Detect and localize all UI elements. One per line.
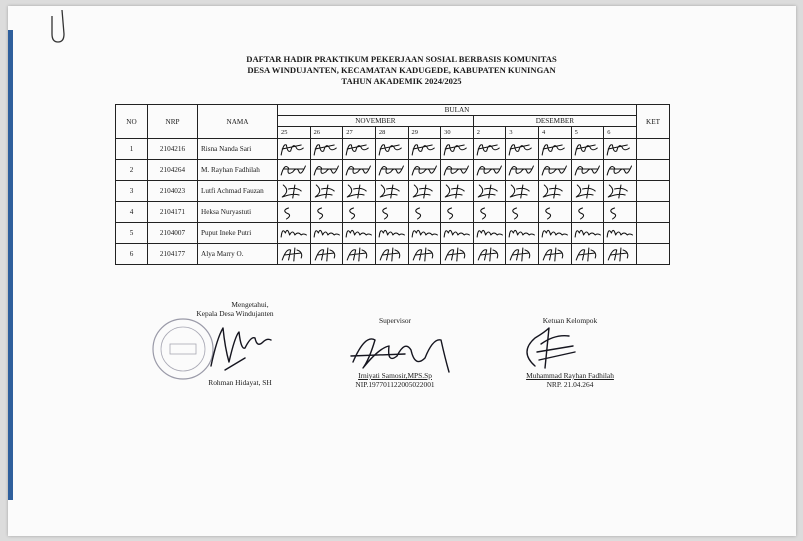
- cell-attendance-signature: [441, 139, 474, 160]
- cell-attendance-signature: [408, 244, 441, 265]
- cell-attendance-signature: [278, 202, 311, 223]
- attendance-signature: [506, 223, 538, 243]
- attendance-signature: [604, 181, 636, 201]
- cell-nrp: 2104216: [148, 139, 198, 160]
- month-desember: DESEMBER: [473, 116, 636, 127]
- attendance-signature: [409, 202, 441, 222]
- month-november: NOVEMBER: [278, 116, 474, 127]
- attendance-signature: [506, 160, 538, 180]
- cell-attendance-signature: [506, 244, 539, 265]
- supervisor-signature: [345, 328, 455, 376]
- cell-attendance-signature: [343, 223, 376, 244]
- cell-attendance-signature: [310, 139, 343, 160]
- attendance-signature: [441, 160, 473, 180]
- attendance-signature: [343, 139, 375, 159]
- cell-attendance-signature: [506, 223, 539, 244]
- cell-attendance-signature: [310, 181, 343, 202]
- cell-attendance-signature: [539, 244, 572, 265]
- cell-ket: [637, 160, 670, 181]
- cell-attendance-signature: [539, 181, 572, 202]
- attendance-signature: [376, 244, 408, 264]
- attendance-signature: [506, 244, 538, 264]
- title-line-3: TAHUN AKADEMIK 2024/2025: [341, 76, 462, 86]
- cell-attendance-signature: [473, 202, 506, 223]
- cell-nama: Puput Ineke Putri: [198, 223, 278, 244]
- cell-attendance-signature: [539, 223, 572, 244]
- cell-nama: Alya Marry O.: [198, 244, 278, 265]
- paper-clip-mark: [40, 8, 80, 50]
- cell-attendance-signature: [571, 223, 604, 244]
- cell-no: 5: [116, 223, 148, 244]
- cell-attendance-signature: [343, 202, 376, 223]
- kepala-desa-title: Kepala Desa Windujanten: [196, 309, 274, 318]
- ketua-signature: [515, 322, 585, 374]
- cell-nrp: 2104264: [148, 160, 198, 181]
- cell-no: 6: [116, 244, 148, 265]
- cell-attendance-signature: [506, 160, 539, 181]
- day-header: 30: [441, 127, 474, 139]
- cell-attendance-signature: [473, 160, 506, 181]
- cell-nrp: 2104007: [148, 223, 198, 244]
- attendance-signature: [441, 244, 473, 264]
- attendance-signature: [539, 139, 571, 159]
- kepala-desa-signature: [205, 318, 275, 378]
- attendance-signature: [572, 160, 604, 180]
- cell-ket: [637, 202, 670, 223]
- attendance-signature: [376, 202, 408, 222]
- cell-attendance-signature: [604, 244, 637, 265]
- cell-attendance-signature: [539, 160, 572, 181]
- attendance-signature: [441, 223, 473, 243]
- attendance-signature: [311, 202, 343, 222]
- acknowledged-label: Mengetahui,: [231, 300, 269, 309]
- cell-no: 4: [116, 202, 148, 223]
- cell-attendance-signature: [375, 181, 408, 202]
- attendance-signature: [604, 139, 636, 159]
- day-header: 25: [278, 127, 311, 139]
- cell-attendance-signature: [506, 181, 539, 202]
- ketua-nrp: NRP. 21.04.264: [546, 380, 594, 389]
- supervisor-role: Supervisor: [378, 316, 412, 325]
- attendance-signature: [409, 223, 441, 243]
- attendance-signature: [506, 202, 538, 222]
- day-header: 3: [506, 127, 539, 139]
- day-header: 27: [343, 127, 376, 139]
- attendance-signature: [539, 181, 571, 201]
- attendance-signature: [539, 160, 571, 180]
- day-header: 26: [310, 127, 343, 139]
- header-no: NO: [116, 105, 148, 139]
- attendance-signature: [311, 223, 343, 243]
- table-row: [116, 139, 670, 160]
- attendance-signature: [278, 181, 310, 201]
- page-edge: [8, 30, 13, 500]
- day-header: 4: [539, 127, 572, 139]
- cell-attendance-signature: [278, 181, 311, 202]
- attendance-signature: [343, 160, 375, 180]
- cell-nrp: 2104177: [148, 244, 198, 265]
- cell-attendance-signature: [441, 202, 474, 223]
- cell-no: 1: [116, 139, 148, 160]
- cell-attendance-signature: [473, 139, 506, 160]
- attendance-signature: [278, 160, 310, 180]
- title-line-1: DAFTAR HADIR PRAKTIKUM PEKERJAAN SOSIAL BERBASIS KOMUNITAS: [246, 54, 557, 64]
- cell-attendance-signature: [343, 160, 376, 181]
- cell-attendance-signature: [375, 160, 408, 181]
- cell-attendance-signature: [343, 244, 376, 265]
- cell-attendance-signature: [604, 202, 637, 223]
- cell-attendance-signature: [604, 139, 637, 160]
- cell-attendance-signature: [375, 202, 408, 223]
- cell-ket: [637, 181, 670, 202]
- document-title: [0, 54, 803, 87]
- cell-attendance-signature: [408, 160, 441, 181]
- header-nrp: NRP: [148, 105, 198, 139]
- cell-attendance-signature: [539, 139, 572, 160]
- ketua-role: Ketuan Kelompok: [542, 316, 598, 325]
- cell-attendance-signature: [441, 244, 474, 265]
- attendance-signature: [278, 202, 310, 222]
- header-ket: KET: [637, 105, 670, 139]
- cell-attendance-signature: [441, 223, 474, 244]
- cell-attendance-signature: [408, 223, 441, 244]
- attendance-signature: [474, 181, 506, 201]
- attendance-signature: [343, 244, 375, 264]
- supervisor-name: Irniyati Samosir,MPS.Sp: [358, 371, 432, 380]
- cell-attendance-signature: [408, 139, 441, 160]
- cell-nama: Risna Nanda Sari: [198, 139, 278, 160]
- attendance-signature: [376, 223, 408, 243]
- ketua-name: Muhammad Rayhan Fadhilah: [526, 371, 614, 380]
- cell-attendance-signature: [473, 181, 506, 202]
- attendance-signature: [506, 181, 538, 201]
- attendance-signature: [474, 139, 506, 159]
- attendance-signature: [506, 139, 538, 159]
- attendance-table: [115, 104, 670, 265]
- cell-attendance-signature: [506, 139, 539, 160]
- attendance-signature: [343, 181, 375, 201]
- cell-attendance-signature: [310, 202, 343, 223]
- cell-nama: Lutfi Achmad Fauzan: [198, 181, 278, 202]
- attendance-signature: [409, 244, 441, 264]
- attendance-signature: [474, 223, 506, 243]
- day-header: 5: [571, 127, 604, 139]
- attendance-signature: [474, 202, 506, 222]
- day-header: 29: [408, 127, 441, 139]
- table-row: [116, 160, 670, 181]
- day-header: 6: [604, 127, 637, 139]
- header-nama: NAMA: [198, 105, 278, 139]
- attendance-signature: [474, 160, 506, 180]
- attendance-signature: [278, 244, 310, 264]
- cell-attendance-signature: [408, 202, 441, 223]
- attendance-signature: [311, 160, 343, 180]
- attendance-signature: [343, 202, 375, 222]
- cell-attendance-signature: [604, 181, 637, 202]
- attendance-signature: [278, 223, 310, 243]
- cell-attendance-signature: [310, 160, 343, 181]
- cell-nama: Heksa Nuryastuti: [198, 202, 278, 223]
- attendance-signature: [539, 223, 571, 243]
- header-bulan: BULAN: [278, 105, 637, 116]
- attendance-signature: [409, 181, 441, 201]
- cell-attendance-signature: [375, 244, 408, 265]
- attendance-signature: [604, 223, 636, 243]
- cell-attendance-signature: [571, 160, 604, 181]
- attendance-signature: [311, 244, 343, 264]
- cell-ket: [637, 139, 670, 160]
- attendance-signature: [376, 139, 408, 159]
- cell-attendance-signature: [604, 160, 637, 181]
- cell-attendance-signature: [343, 181, 376, 202]
- cell-attendance-signature: [375, 223, 408, 244]
- cell-attendance-signature: [604, 223, 637, 244]
- attendance-signature: [409, 139, 441, 159]
- attendance-signature: [572, 181, 604, 201]
- table-row: [116, 202, 670, 223]
- attendance-signature: [604, 202, 636, 222]
- cell-attendance-signature: [473, 223, 506, 244]
- attendance-signature: [474, 244, 506, 264]
- cell-attendance-signature: [539, 202, 572, 223]
- attendance-signature: [441, 181, 473, 201]
- cell-attendance-signature: [506, 202, 539, 223]
- cell-attendance-signature: [441, 181, 474, 202]
- attendance-signature: [604, 160, 636, 180]
- supervisor-nip: NIP.197701122005022001: [355, 380, 435, 389]
- cell-no: 2: [116, 160, 148, 181]
- table-row: [116, 223, 670, 244]
- attendance-signature: [376, 181, 408, 201]
- cell-attendance-signature: [408, 181, 441, 202]
- day-header: 28: [375, 127, 408, 139]
- attendance-signature: [604, 244, 636, 264]
- cell-no: 3: [116, 181, 148, 202]
- attendance-signature: [441, 139, 473, 159]
- attendance-signature: [278, 139, 310, 159]
- attendance-signature: [572, 223, 604, 243]
- attendance-signature: [376, 160, 408, 180]
- cell-attendance-signature: [278, 139, 311, 160]
- cell-attendance-signature: [343, 139, 376, 160]
- attendance-signature: [572, 139, 604, 159]
- title-line-2: DESA WINDUJANTEN, KECAMATAN KADUGEDE, KABUPATEN KUNINGAN: [247, 65, 556, 75]
- attendance-signature: [409, 160, 441, 180]
- attendance-signature: [441, 202, 473, 222]
- attendance-signature: [311, 181, 343, 201]
- cell-ket: [637, 244, 670, 265]
- attendance-signature: [572, 244, 604, 264]
- attendance-signature: [539, 244, 571, 264]
- cell-attendance-signature: [571, 244, 604, 265]
- attendance-signature: [343, 223, 375, 243]
- table-row: [116, 181, 670, 202]
- table-row: [116, 244, 670, 265]
- cell-ket: [637, 223, 670, 244]
- cell-attendance-signature: [278, 223, 311, 244]
- cell-nrp: 2104171: [148, 202, 198, 223]
- attendance-signature: [539, 202, 571, 222]
- cell-attendance-signature: [278, 244, 311, 265]
- cell-attendance-signature: [310, 223, 343, 244]
- cell-attendance-signature: [278, 160, 311, 181]
- cell-attendance-signature: [571, 139, 604, 160]
- attendance-signature: [572, 202, 604, 222]
- cell-nrp: 2104023: [148, 181, 198, 202]
- cell-attendance-signature: [441, 160, 474, 181]
- cell-attendance-signature: [310, 244, 343, 265]
- attendance-signature: [311, 139, 343, 159]
- cell-nama: M. Rayhan Fadhilah: [198, 160, 278, 181]
- day-header: 2: [473, 127, 506, 139]
- cell-attendance-signature: [571, 181, 604, 202]
- kepala-desa-name: Rohman Hidayat, SH: [208, 378, 272, 387]
- cell-attendance-signature: [473, 244, 506, 265]
- cell-attendance-signature: [375, 139, 408, 160]
- cell-attendance-signature: [571, 202, 604, 223]
